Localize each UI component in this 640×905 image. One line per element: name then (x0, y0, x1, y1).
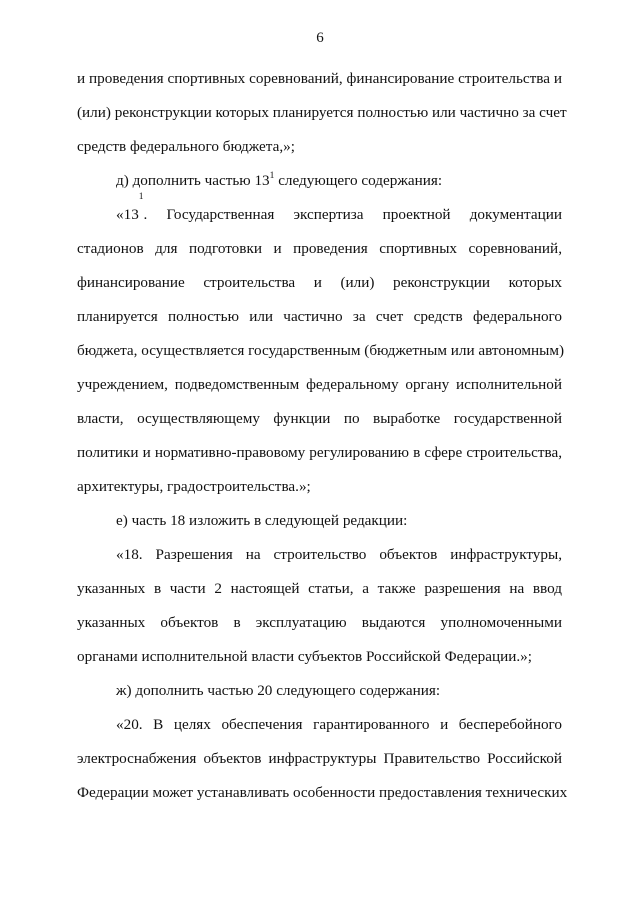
paragraph-line: архитектуры, градостроительства.»; (77, 478, 311, 495)
paragraph-line: (или) реконструкции которых планируется полностью или частично за счет (77, 104, 567, 121)
paragraph-line: указанных объектов в эксплуатацию выдаются уполномоченными (77, 614, 562, 631)
paragraph-line: бюджета, осуществляется государственным (бюджетным или автономным) (77, 342, 565, 359)
clause-d-text-end: следующего содержания: (274, 172, 443, 189)
paragraph-18-line: «18. Разрешения на строительство объектов инфраструктуры, (116, 546, 562, 563)
clause-zh-heading: ж) дополнить частью 20 следующего содержания: (116, 682, 441, 699)
paragraph-line: электроснабжения объектов инфраструктуры Правительство Российской (77, 750, 562, 767)
paragraph-13-1-first-line (77, 192, 562, 232)
paragraph-line: средств федерального бюджета,»; (77, 138, 295, 155)
clause-d-heading (77, 164, 562, 198)
superscript: 1 (138, 192, 144, 202)
paragraph-line: учреждением, подведомственным федеральному органу исполнительной (77, 376, 562, 393)
paragraph-line: Федерации может устанавливать особенности предоставления технических (77, 784, 568, 801)
superscript: 1 (269, 170, 275, 181)
paragraph-20-line: «20. В целях обеспечения гарантированного и бесперебойного (116, 716, 562, 733)
paragraph-line: указанных в части 2 настоящей статьи, а также разрешения на ввод (77, 580, 562, 597)
clause-d-text-start: д) дополнить частью 13 (116, 172, 270, 189)
paragraph-line: финансирование строительства и (или) реконструкции которых (77, 274, 562, 291)
paragraph-line: органами исполнительной власти субъектов Российской Федерации.»; (77, 648, 532, 665)
paragraph-line: планируется полностью или частично за счет средств федерального (77, 308, 562, 325)
paragraph-13-1-number: «13 (116, 206, 139, 223)
paragraph-13-1-line: . Государственная экспертиза проектной документации (143, 206, 562, 223)
clause-e-heading: е) часть 18 изложить в следующей редакции: (116, 512, 408, 529)
page-number: 6 (316, 30, 324, 46)
document-body (77, 62, 568, 810)
paragraph-line: власти, осуществляющему функции по выработке государственной (77, 410, 562, 427)
paragraph-line: политики и нормативно-правовому регулированию в сфере строительства, (77, 444, 562, 461)
paragraph-line: стадионов для подготовки и проведения спортивных соревнований, (77, 240, 562, 257)
paragraph-line: и проведения спортивных соревнований, финансирование строительства и (77, 70, 562, 87)
